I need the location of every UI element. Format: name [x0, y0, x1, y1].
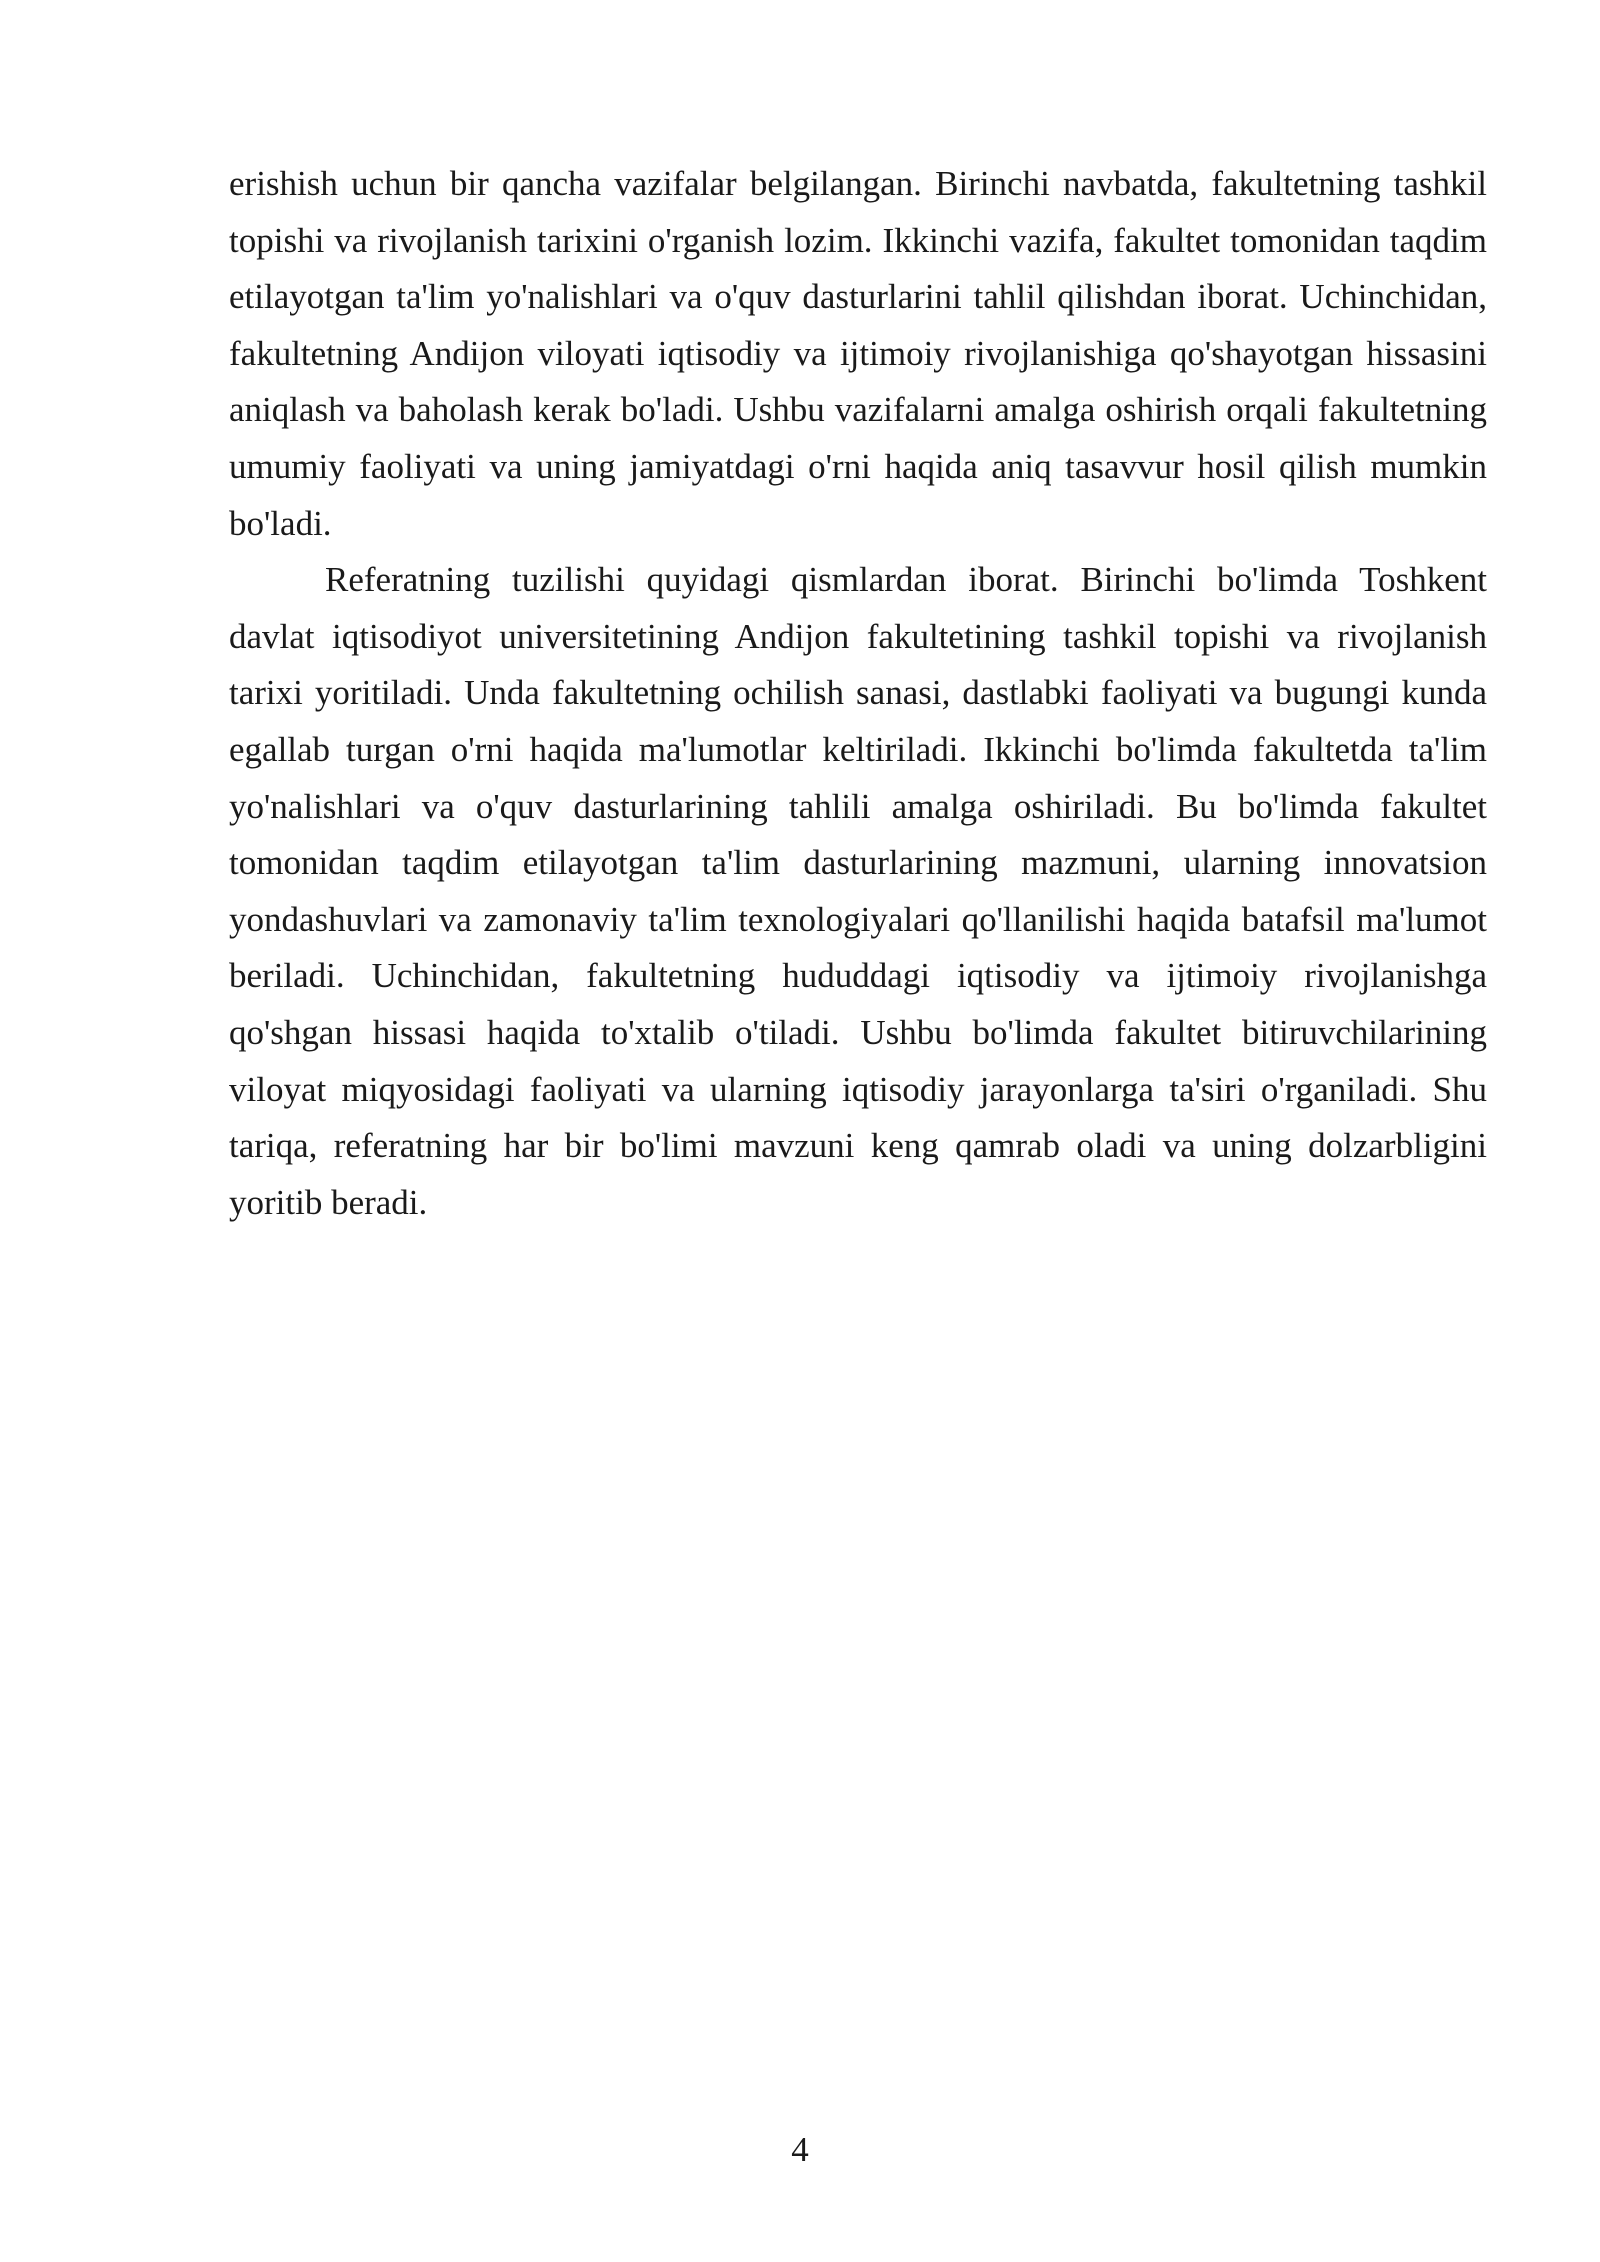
body-text [229, 156, 1487, 1231]
page-number: 4 [791, 2130, 809, 2169]
paragraph-structure: Referatning tuzilishi quyidagi qismlardan iborat. Birinchi bo'limda Toshkent davlat iqtisodiyot universitetining Andijon fakultetining tashkil topishi va rivojlanish tarixi yoritiladi. Unda fakultetning ochilish sanasi, dastlabki faoliyati va bugungi kunda egallab turgan o'rni haqida ma'lumotlar keltiriladi. Ikkinchi bo'limda fakultetda ta'lim yo'nalishlari va o'quv dasturlarining tahlili amalga oshiriladi. Bu bo'limda fakultet tomonidan taqdim etilayotgan ta'lim dasturlarining mazmuni, ularning innovatsion yondashuvlari va zamonaviy ta'lim texnologiyalari qo'llanilishi haqida batafsil ma'lumot beriladi. Uchinchidan, fakultetning hududdagi iqtisodiy va ijtimoiy rivojlanishga qo'shgan hissasi haqida to'xtalib o'tiladi. Ushbu bo'limda fakultet bitiruvchilarining viloyat miqyosidagi faoliyati va ularning iqtisodiy jarayonlarga ta'siri o'rganiladi. Shu tariqa, referatning har bir bo'limi mavzuni keng qamrab oladi va uning dolzarbligini yoritib beradi. [229, 560, 1487, 1222]
paragraph-continuation: erishish uchun bir qancha vazifalar belgilangan. Birinchi navbatda, fakultetning tashkil topishi va rivojlanish tarixini o'rganish lozim. Ikkinchi vazifa, fakultet tomonidan taqdim etilayotgan ta'lim yo'nalishlari va o'quv dasturlarini tahlil qilishdan iborat. Uchinchidan, fakultetning Andijon viloyati iqtisodiy va ijtimoiy rivojlanishiga qo'shayotgan hissasini aniqlash va baholash kerak bo'ladi. Ushbu vazifalarni amalga oshirish orqali fakultetning umumiy faoliyati va uning jamiyatdagi o'rni haqida aniq tasavvur hosil qilish mumkin bo'ladi. [229, 164, 1487, 543]
